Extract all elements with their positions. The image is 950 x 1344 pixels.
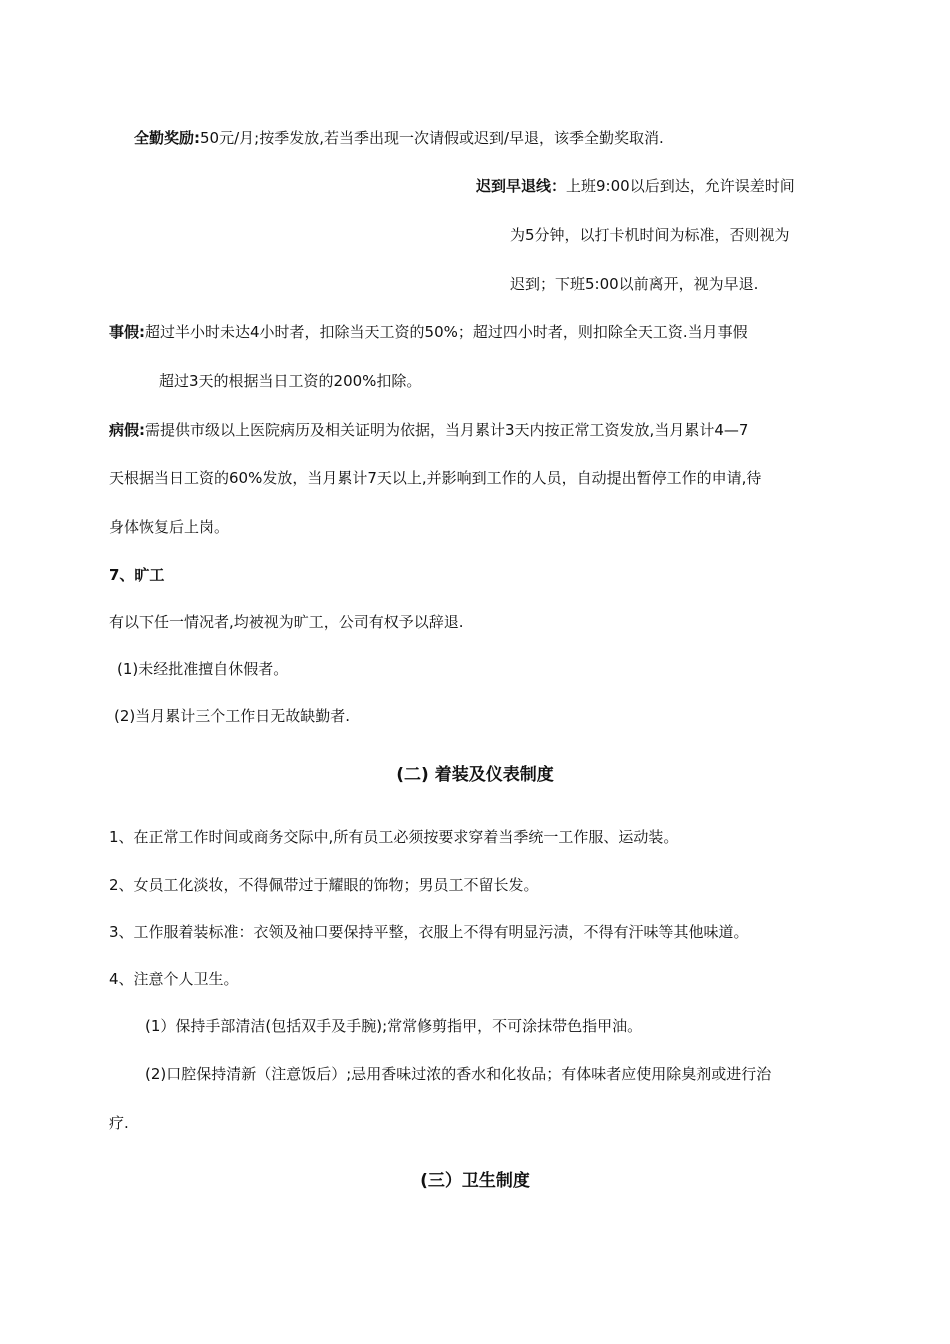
late-line-3: 迟到；下班5:00以前离开，视为早退. [510, 275, 759, 293]
absenteeism-intro: 有以下任一情况者,均被视为旷工，公司有权予以辞退. [109, 613, 464, 631]
personal-leave-line-2: 超过3天的根据当日工资的200%扣除。 [159, 372, 422, 390]
dress-code-title: (二) 着装及仪表制度 [396, 765, 554, 785]
absenteeism-item-1: (1)未经批准擅自休假者。 [117, 660, 289, 678]
absenteeism-item-2: (2)当月累计三个工作日无故缺勤者. [114, 707, 351, 725]
personal-leave-line-1 [109, 322, 748, 342]
dress-code-sub-1: (1）保持手部清洁(包括双手及手腕);常常修剪指甲，不可涂抹带色指甲油。 [145, 1017, 643, 1035]
full-attendance-label: 全勤奖励: [134, 129, 200, 147]
dress-code-item-2: 2、女员工化淡妆，不得佩带过于耀眼的饰物；男员工不留长发。 [109, 876, 539, 894]
absenteeism-title: 7、旷工 [109, 566, 165, 584]
sick-leave-line-1 [109, 420, 748, 440]
late-label: 迟到早退线： [476, 177, 567, 195]
sick-leave-label: 病假: [109, 421, 145, 439]
late-line-2: 为5分钟，以打卡机时间为标准，否则视为 [510, 226, 790, 244]
sick-leave-line-2: 天根据当日工资的60%发放，当月累计7天以上,并影响到工作的人员，自动提出暂停工作的申请,待 [109, 469, 762, 487]
dress-code-sub-2-line-2: 疗. [109, 1114, 129, 1132]
full-attendance-text: 50元/月;按季发放,若当季出现一次请假或迟到/早退，该季全勤奖取消. [200, 129, 664, 147]
late-line-1 [476, 176, 795, 196]
dress-code-item-4: 4、注意个人卫生。 [109, 970, 239, 988]
personal-leave-line-1-text: 超过半小时未达4小时者，扣除当天工资的50%；超过四小时者，则扣除全天工资.当月事假 [145, 323, 748, 341]
full-attendance-paragraph [134, 128, 664, 148]
dress-code-item-1: 1、在正常工作时间或商务交际中,所有员工必须按要求穿着当季统一工作服、运动装。 [109, 828, 679, 846]
personal-leave-label: 事假: [109, 323, 145, 341]
sick-leave-line-3: 身体恢复后上岗。 [109, 518, 230, 536]
dress-code-item-3: 3、工作服着装标准：衣领及袖口要保持平整，衣服上不得有明显污渍，不得有汗味等其他味道。 [109, 923, 749, 941]
sick-leave-line-1-text: 需提供市级以上医院病历及相关证明为依据，当月累计3天内按正常工资发放,当月累计4—7 [145, 421, 749, 439]
hygiene-title: (三）卫生制度 [420, 1171, 530, 1191]
late-line-1-text: 上班9:00以后到达，允许误差时间 [566, 177, 795, 195]
dress-code-sub-2-line-1: (2)口腔保持清新（注意饭后）;忌用香味过浓的香水和化妆品；有体味者应使用除臭剂或进行治 [145, 1065, 772, 1083]
